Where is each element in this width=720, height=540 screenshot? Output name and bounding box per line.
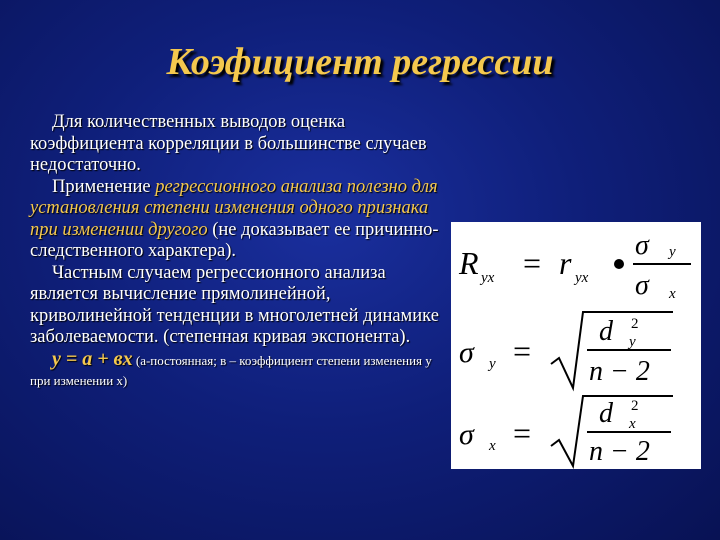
symbol-r: r — [559, 245, 572, 281]
subscript-yx: yx — [575, 270, 589, 286]
superscript-2: 2 — [631, 316, 639, 332]
denominator: n − 2 — [589, 356, 650, 387]
equals-sign: = — [513, 415, 532, 451]
equation-line — [30, 349, 450, 391]
formula-sigma-y — [459, 312, 673, 388]
subscript-yx: yx — [481, 270, 495, 286]
paragraph-2: Применение регрессионного анализа полезно для установления степени изменения одного признака при изменении другого (не доказывает ее причинно-следственного характера). — [30, 176, 439, 261]
symbol-R: R — [459, 245, 479, 281]
subscript-x: x — [669, 286, 676, 302]
symbol-sigma: σ — [459, 336, 474, 369]
subscript-x: x — [489, 438, 496, 454]
subscript-y: y — [629, 334, 636, 350]
paragraph-1: Для количественных выводов оценка коэффициента корреляции в большинстве случаев недостаточно. — [30, 112, 427, 175]
symbol-sigma: σ — [635, 230, 649, 261]
subscript-y: y — [489, 356, 496, 372]
symbol-d: d — [599, 316, 613, 347]
subscript-x: x — [629, 416, 636, 432]
equals-sign: = — [513, 333, 532, 369]
paragraph-3: Частным случаем регрессионного анализа является вычисление прямолинейной, криволинейной тенденции в многолетней динамике заболеваемости. (степенная кривая экспонента). — [30, 262, 439, 347]
symbol-d: d — [599, 398, 613, 429]
symbol-sigma: σ — [635, 270, 649, 301]
highlight-text: регрессионного анализа полезно для установления степени изменения одного признака при изменении другого — [30, 176, 438, 240]
superscript-2: 2 — [631, 398, 639, 414]
equation-note: (а-постоянная; в – коэффициент степени изменения у при изменении х) — [30, 352, 432, 388]
slide-body — [30, 112, 450, 391]
denominator: n − 2 — [589, 436, 650, 467]
regression-equation: y = a + вх — [52, 347, 133, 370]
formula-regression-coefficient — [458, 230, 691, 302]
multiply-dot — [614, 259, 624, 269]
symbol-sigma: σ — [459, 418, 474, 451]
equals-sign: = — [523, 245, 542, 281]
formula-sigma-x — [459, 396, 673, 467]
slide-title: Коэфициент регрессии — [166, 41, 554, 83]
subscript-y: y — [669, 244, 676, 260]
formula-box — [451, 222, 701, 469]
